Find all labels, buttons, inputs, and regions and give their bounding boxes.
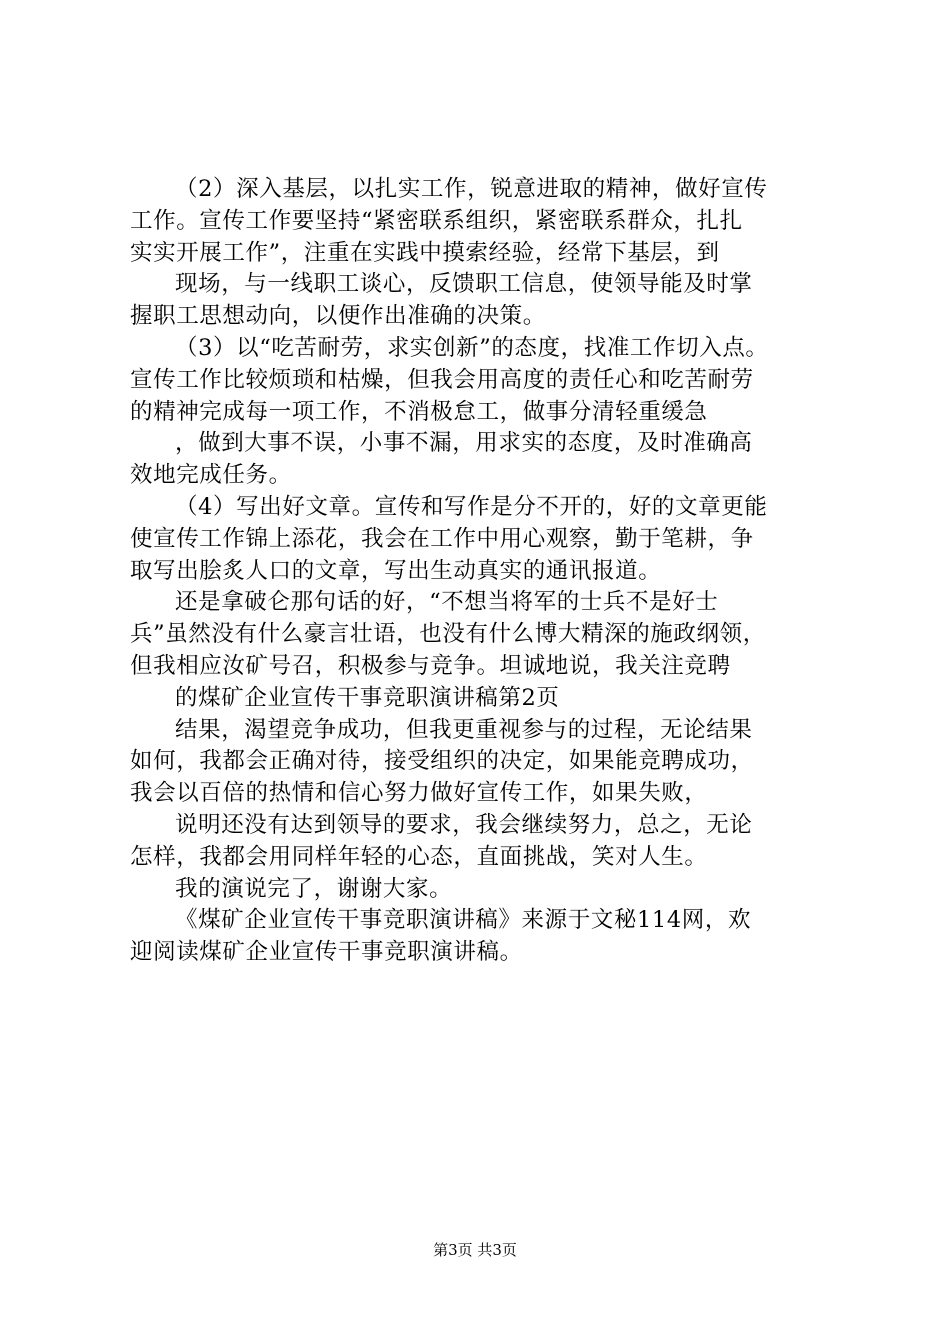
paragraph-line-23: 我的演说完了，谢谢大家。: [175, 875, 453, 902]
paragraph-line-15: 兵”虽然没有什么豪言壮语，也没有什么博大精深的施政纲领，: [130, 621, 766, 648]
paragraph-line-13: 取写出脍炙人口的文章，写出生动真实的通讯报道。: [130, 557, 662, 584]
paragraph-line-05: 握职工思想动向，以便作出准确的决策。: [130, 303, 546, 330]
paragraph-line-21: 说明还没有达到领导的要求，我会继续努力，总之，无论: [175, 811, 753, 838]
paragraph-line-19: 如何，我都会正确对待，接受组织的决定，如果能竞聘成功，: [130, 748, 754, 775]
paragraph-line-07: 宣传工作比较烦琐和枯燥，但我会用高度的责任心和吃苦耐劳: [130, 366, 754, 393]
paragraph-line-03: 实实开展工作”，注重在实践中摸索经验，经常下基层，到: [130, 239, 720, 266]
paragraph-line-20: 我会以百倍的热情和信心努力做好宣传工作，如果失败，: [130, 780, 708, 807]
paragraph-line-25: 迎阅读煤矿企业宣传干事竞职演讲稿。: [130, 939, 523, 966]
page-footer: [0, 1240, 950, 1260]
paragraph-line-24: 《煤矿企业宣传干事竞职演讲稿》来源于文秘114网，欢: [175, 907, 752, 934]
page-number-label: 第3页 共3页: [433, 1241, 517, 1259]
paragraph-line-17: 的煤矿企业宣传干事竞职演讲稿第2页: [175, 684, 560, 711]
paragraph-line-12: 使宣传工作锦上添花，我会在工作中用心观察，勤于笔耕，争: [130, 525, 754, 552]
paragraph-line-08: 的精神完成每一项工作，不消极怠工，做事分清轻重缓急: [130, 398, 708, 425]
paragraph-line-22: 怎样，我都会用同样年轻的心态，直面挑战，笑对人生。: [130, 843, 708, 870]
paragraph-line-16: 但我相应汝矿号召，积极参与竞争。坦诚地说，我关注竞聘: [130, 652, 731, 679]
document-body: [130, 174, 850, 969]
paragraph-line-14: 还是拿破仑那句话的好，“不想当将军的士兵不是好士: [175, 589, 719, 616]
paragraph-line-04: 现场，与一线职工谈心，反馈职工信息，使领导能及时掌: [175, 271, 753, 298]
paragraph-line-10: 效地完成任务。: [130, 462, 292, 489]
paragraph-line-09: ，做到大事不误，小事不漏，用求实的态度，及时准确高: [175, 430, 753, 457]
paragraph-line-06: （3）以“吃苦耐劳，求实创新”的态度，找准工作切入点。: [175, 334, 769, 361]
paragraph-line-18: 结果，渴望竞争成功，但我更重视参与的过程，无论结果: [175, 716, 753, 743]
paragraph-line-02: 工作。宣传工作要坚持“紧密联系组织，紧密联系群众，扎扎: [130, 207, 743, 234]
paragraph-line-11: （4）写出好文章。宣传和写作是分不开的，好的文章更能: [175, 493, 768, 520]
paragraph-line-01: （2）深入基层，以扎实工作，锐意进取的精神，做好宣传: [175, 176, 768, 202]
